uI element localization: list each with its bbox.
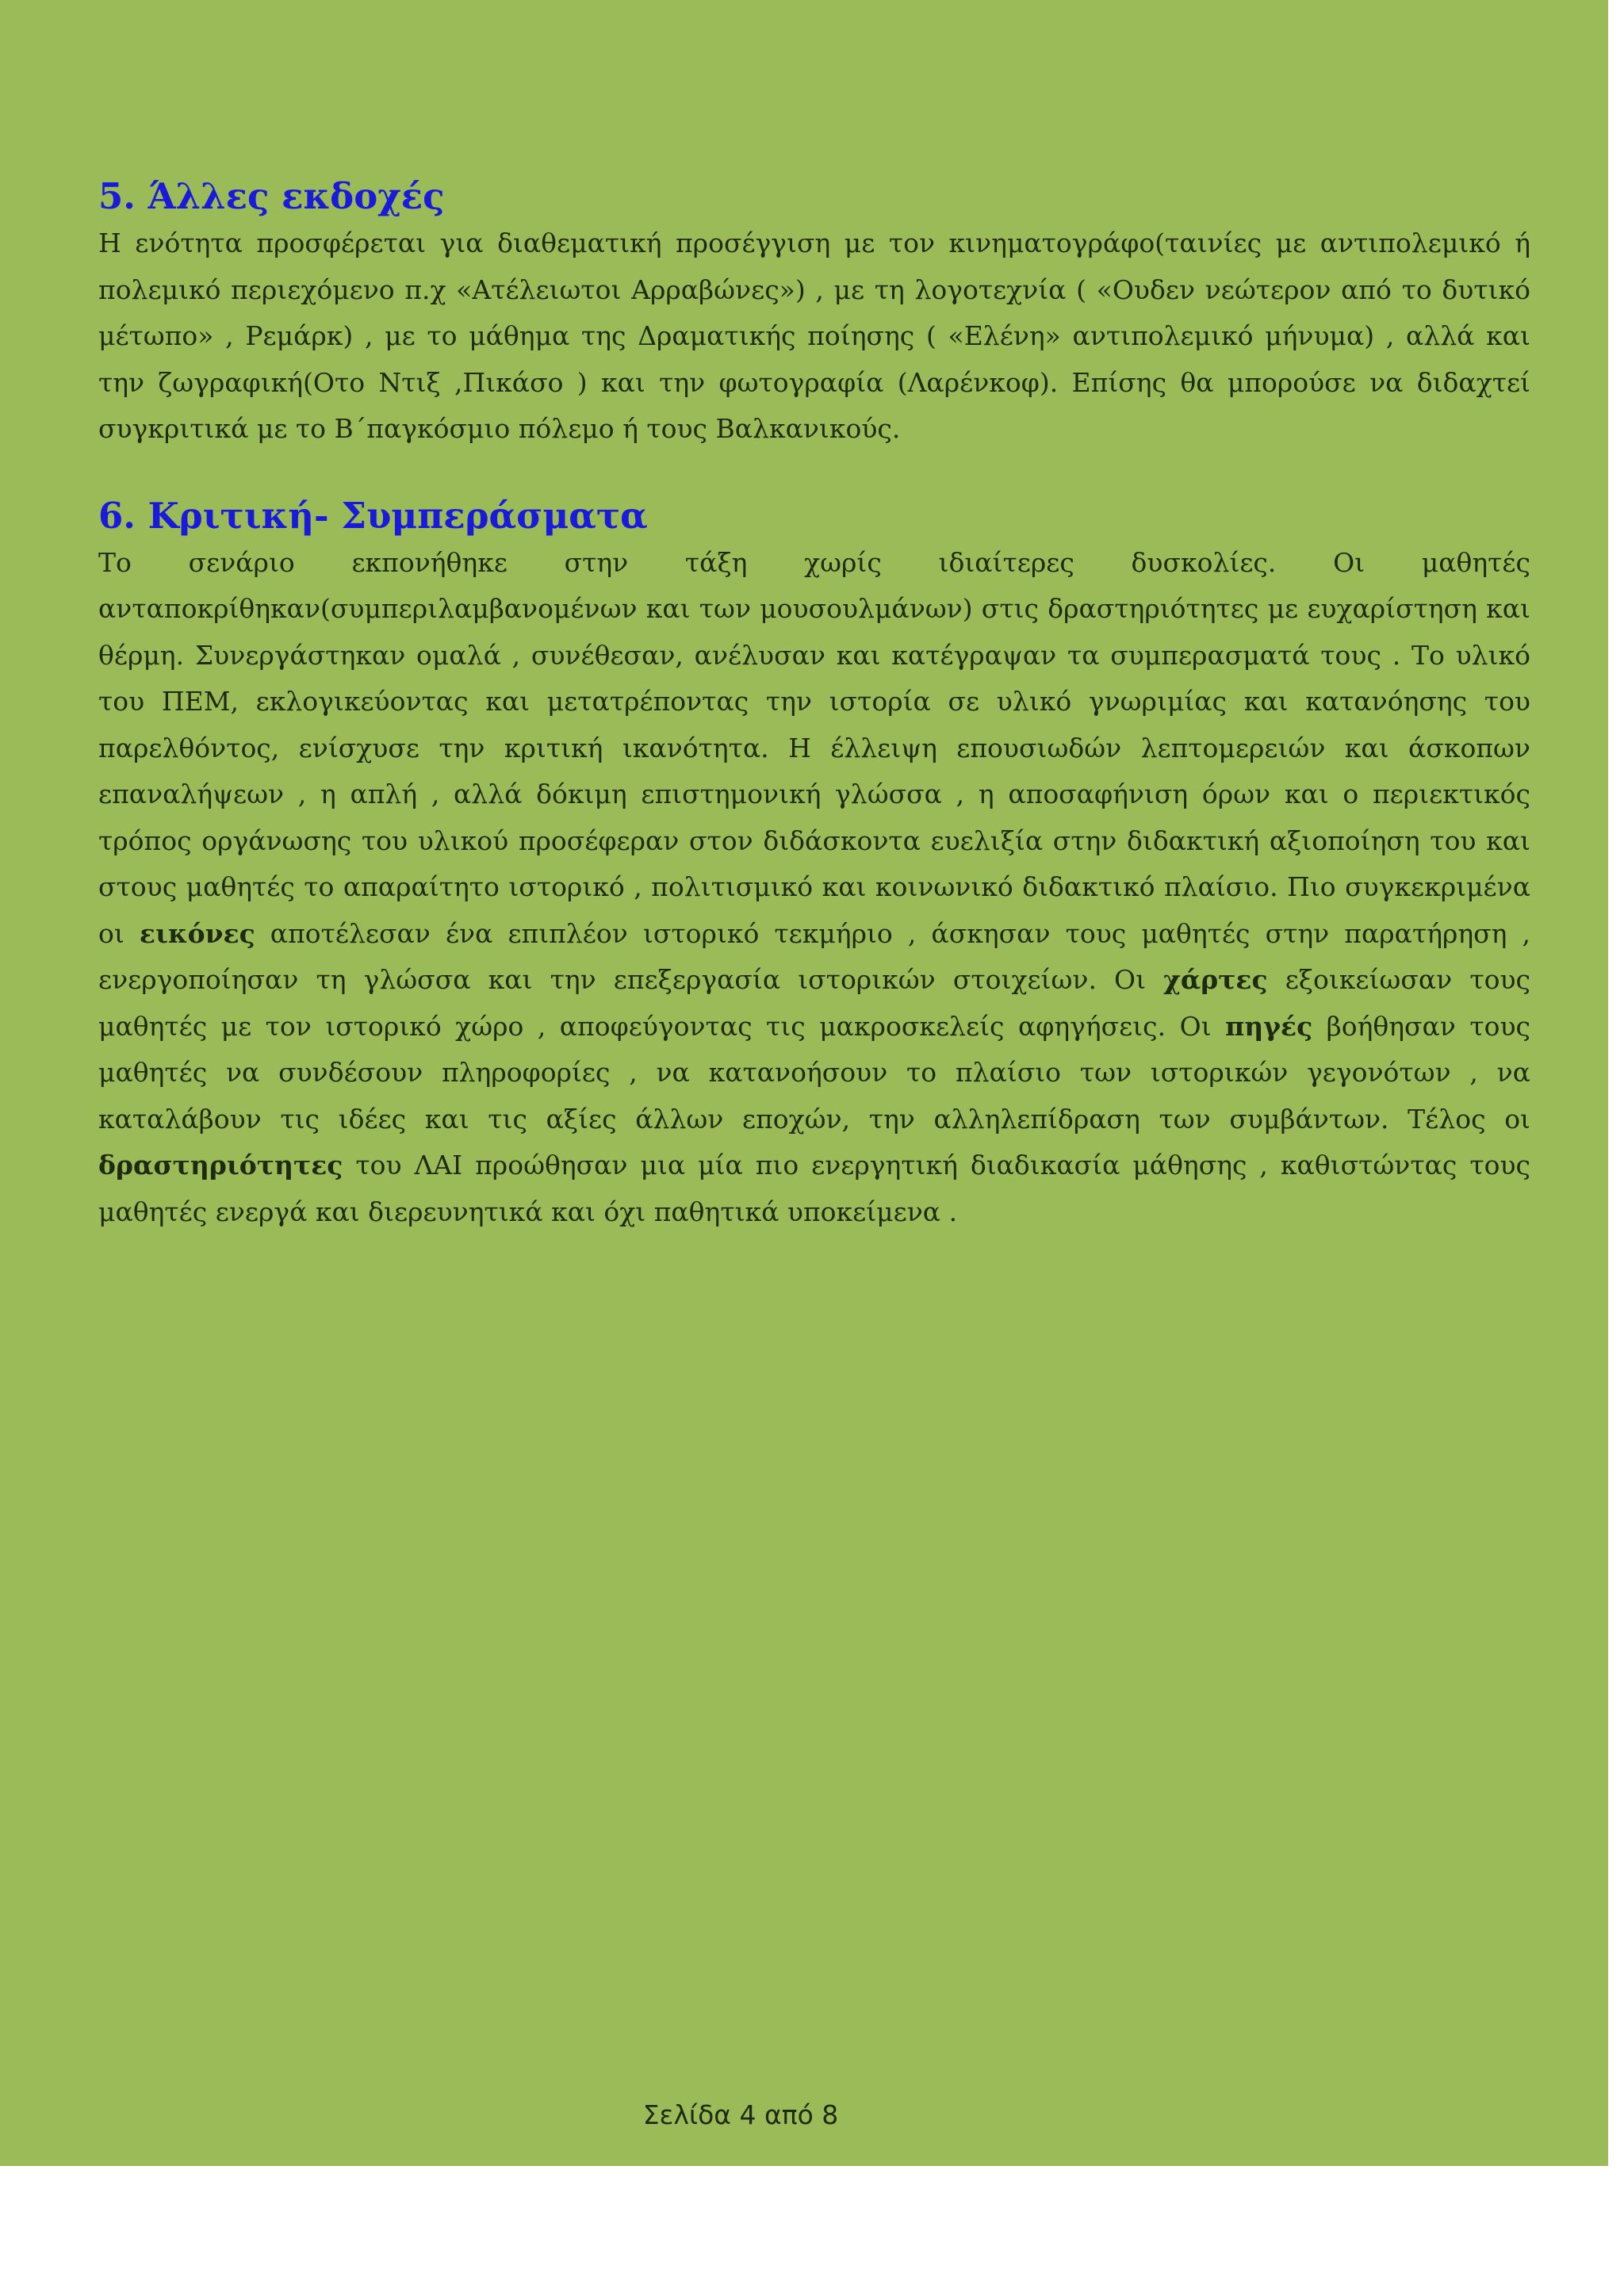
section-paragraph xyxy=(98,220,1530,453)
section-number: 6. xyxy=(98,494,136,537)
section-title: Άλλες εκδοχές xyxy=(147,175,445,217)
bold-term: χάρτες xyxy=(1163,964,1268,995)
bold-term: δραστηριότητες xyxy=(98,1150,343,1181)
section-heading xyxy=(98,173,1530,220)
bold-term: πηγές xyxy=(1225,1010,1313,1042)
paragraph-text: του ΛΑΙ προώθησαν μια μία πιο ενεργητική διαδικασία μάθησης , καθιστώντας τους μαθητές ενεργά και διερευνητικά και όχι παθητικά υποκείμενα . xyxy=(98,1150,1530,1227)
paragraph-text: αποτέλεσαν ένα επιπλέον ιστορικό τεκμήριο , άσκησαν τους μαθητές στην παρατήρηση , ενεργοποίησαν τη γλώσσα και την επεξεργασία ιστορικών στοιχείων. Οι xyxy=(98,917,1530,995)
paragraph-text: Το σενάριο εκπονήθηκε στην τάξη χωρίς ιδιαίτερες δυσκολίες. Οι μαθητές ανταποκρίθηκαν(συμπεριλαμβανομένων και των μουσουλμάνων) στις δραστηριότητες με ευχαρίστηση και θέρμη. Συνεργάστηκαν ομαλά , συνέθεσαν, ανέλυσαν και κατέγραψαν τα συμπερασματά τους . Το υλικό του ΠΕΜ, εκλογικεύοντας και μετατρέποντας την ιστορία σε υλικό γνωριμίας και κατανόησης του παρελθόντος, ενίσχυσε την κριτική ικανότητα. Η έλλειψη επουσιωδών λεπτομερειών και άσκοπων επαναλήψεων , η απλή , αλλά δόκιμη επιστημονική γλώσσα , η αποσαφήνιση όρων και ο περιεκτικός τρόπος οργάνωσης του υλικού προσέφεραν στον διδάσκοντα ευελιξία στην διδακτική αξιοποίηση του και στους μαθητές το απαραίτητο ιστορικό , πολιτισμικό και κοινωνικό διδακτικό πλαίσιο. Πιο συγκεκριμένα οι xyxy=(98,546,1530,949)
paragraph-text: βοήθησαν τους μαθητές να συνδέσουν πληροφορίες , να κατανοήσουν το πλαίσιο των ιστορικών γεγονότων , να καταλάβουν τις ιδέες και τις αξίες άλλων εποχών, την αλληλεπίδραση των συμβάντων. Τέλος οι xyxy=(98,1010,1530,1135)
bold-term: εικόνες xyxy=(139,917,255,949)
paragraph-text: εξοικείωσαν τους μαθητές με τον ιστορικό χώρο , αποφεύγοντας τις μακροσκελείς αφηγήσεις. Οι xyxy=(98,964,1530,1042)
section-critique-conclusions xyxy=(98,492,1530,1236)
section-title: Κριτική- Συμπεράσματα xyxy=(147,494,648,537)
section-heading xyxy=(98,492,1530,540)
paragraph-text: Η ενότητα προσφέρεται για διαθεματική προσέγγιση με τον κινηματογράφο(ταινίες με αντιπολεμικό ή πολεμικό περιεχόμενο π.χ «Ατέλειωτοι Αρραβώνες») , με τη λογοτεχνία ( «Ουδεν νεώτερον από το δυτικό μέτωπο» , Ρεμάρκ) , με το μάθημα της Δραματικής ποίησης ( «Ελένη» αντιπολεμικό μήνυμα) , αλλά και την ζωγραφική(Οτο Ντιξ ,Πικάσο ) και την φωτογραφία (Λαρένκοφ). Επίσης θα μπορούσε να διδαχτεί συγκριτικά με το Β΄παγκόσμιο πόλεμο ή τους Βαλκανικούς. xyxy=(98,228,1530,444)
section-number: 5. xyxy=(98,175,136,217)
document-body xyxy=(98,173,1530,1235)
section-alternative-versions xyxy=(98,173,1530,453)
page-number-footer: Σελίδα 4 από 8 xyxy=(642,2099,839,2130)
section-paragraph xyxy=(98,540,1530,1236)
